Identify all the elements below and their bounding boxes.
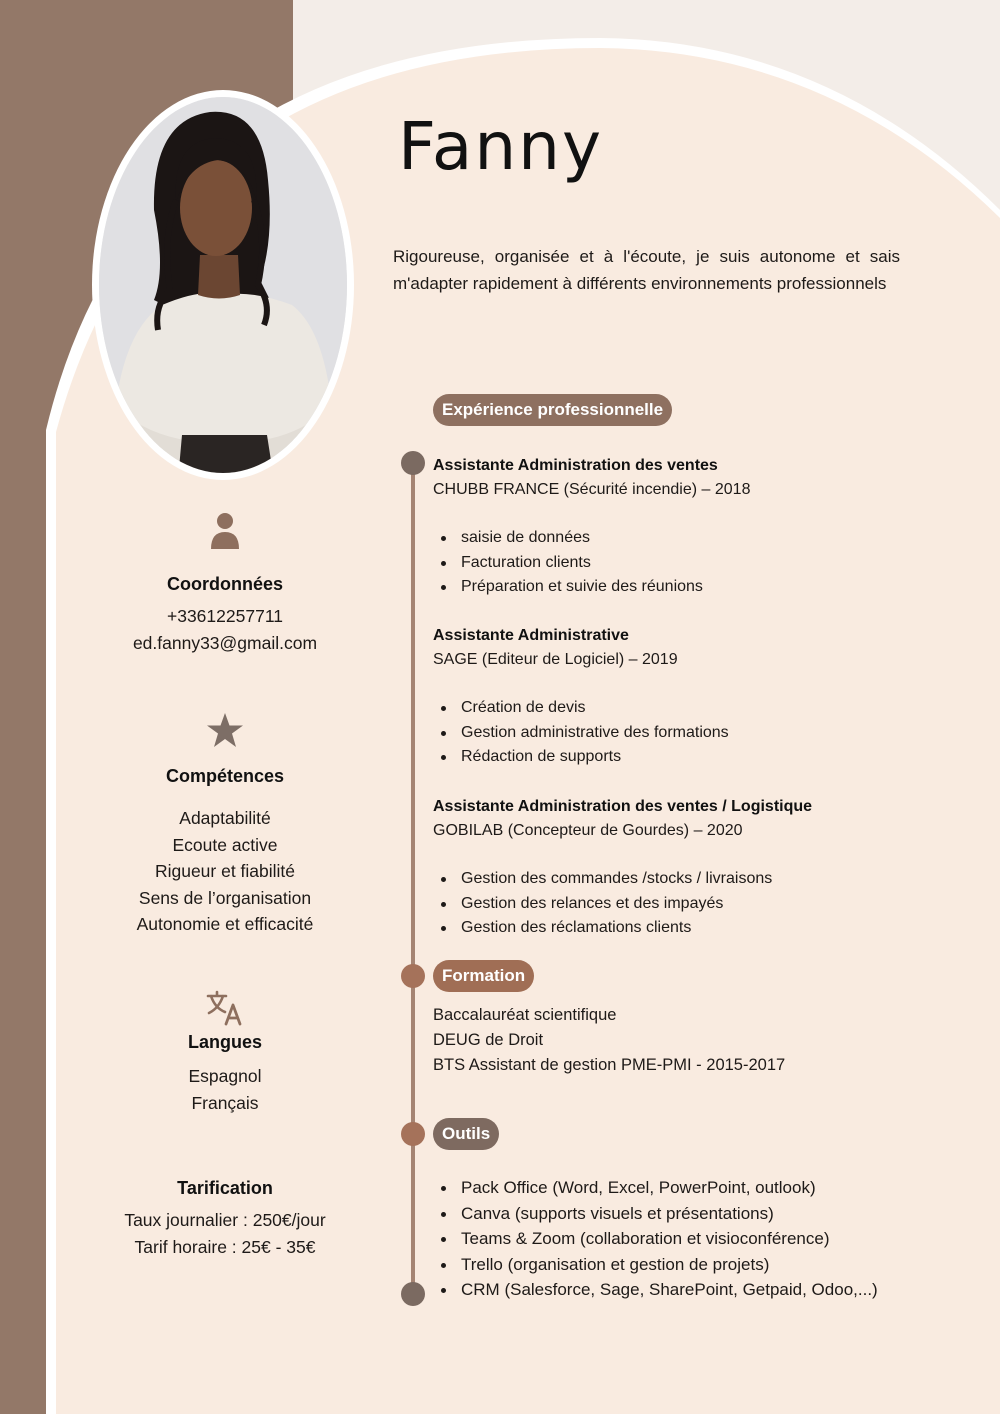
- education-item: BTS Assistant de gestion PME-PMI - 2015-2017: [433, 1056, 786, 1074]
- job-title: Assistante Administration des ventes / Logistique: [433, 798, 813, 815]
- person-icon: [210, 512, 240, 550]
- tool-item: Trello (organisation et gestion de projets): [433, 1252, 953, 1278]
- candidate-name: Fanny: [398, 108, 604, 185]
- skills-title: Compétences: [165, 766, 285, 786]
- contact-section: [60, 512, 390, 656]
- job-task: Création de devis: [433, 696, 933, 721]
- job-task: Rédaction de supports: [433, 745, 933, 770]
- education-list: [433, 1003, 933, 1078]
- job-task-list: [433, 867, 933, 941]
- job-task-list: [433, 696, 933, 770]
- pricing-title: Tarification: [177, 1178, 273, 1198]
- job-company: GOBILAB (Concepteur de Gourdes) – 2020: [433, 822, 743, 839]
- tool-item: Pack Office (Word, Excel, PowerPoint, outlook): [433, 1175, 953, 1201]
- job-task: saisie de données: [433, 526, 933, 551]
- job-entry: [433, 795, 933, 941]
- job-task: Préparation et suivie des réunions: [433, 575, 933, 600]
- job-entry: [433, 624, 933, 770]
- job-title: Assistante Administration des ventes: [433, 457, 718, 474]
- timeline-dot: [401, 964, 425, 988]
- contact-title: Coordonnées: [166, 574, 283, 594]
- job-task-list: [433, 526, 933, 600]
- contact-phone: +33612257711: [167, 606, 283, 626]
- skill-item: Sens de l’organisation: [138, 887, 312, 908]
- languages-title: Langues: [187, 1032, 262, 1052]
- timeline-line: [411, 462, 415, 1294]
- translate-icon: [206, 990, 244, 1026]
- profile-photo: [92, 90, 354, 480]
- education-item: DEUG de Droit: [433, 1031, 544, 1049]
- job-company: CHUBB FRANCE (Sécurité incendie) – 2018: [433, 481, 751, 498]
- tools-list: [433, 1175, 953, 1303]
- skills-section: [60, 712, 390, 938]
- tool-item: Teams & Zoom (collaboration et visioconférence): [433, 1226, 953, 1252]
- skill-item: Ecoute active: [172, 834, 278, 855]
- timeline-dot: [401, 1282, 425, 1306]
- experience-heading: Expérience professionnelle: [433, 394, 672, 426]
- job-task: Gestion des relances et des impayés: [433, 892, 933, 917]
- skill-item: Autonomie et efficacité: [136, 914, 314, 934]
- job-task: Gestion des réclamations clients: [433, 916, 933, 941]
- job-task: Gestion administrative des formations: [433, 721, 933, 746]
- job-task: Facturation clients: [433, 551, 933, 576]
- education-item: Baccalauréat scientifique: [433, 1006, 617, 1024]
- language-item: Français: [191, 1092, 259, 1113]
- job-title: Assistante Administrative: [433, 627, 629, 644]
- tools-section: [433, 1175, 953, 1303]
- profile-summary: Rigoureuse, organisée et à l'écoute, je suis autonome et sais m'adapter rapidement à différents environnements professionnels: [393, 247, 900, 293]
- tool-item: CRM (Salesforce, Sage, SharePoint, Getpaid, Odoo,...): [433, 1277, 953, 1303]
- job-company: SAGE (Editeur de Logiciel) – 2019: [433, 651, 678, 668]
- languages-section: [60, 990, 390, 1116]
- pricing-daily: Taux journalier : 250€/jour: [124, 1210, 326, 1230]
- pricing-hourly: Tarif horaire : 25€ - 35€: [134, 1236, 316, 1257]
- timeline-dot: [401, 1122, 425, 1146]
- star-icon: [206, 712, 244, 748]
- language-item: Espagnol: [188, 1066, 262, 1086]
- timeline-dot: [401, 451, 425, 475]
- job-entry: [433, 454, 933, 600]
- skill-item: Rigueur et fiabilité: [154, 861, 296, 881]
- pricing-section: [60, 1178, 390, 1260]
- education-heading: Formation: [433, 960, 534, 992]
- skill-item: Adaptabilité: [179, 808, 271, 828]
- tools-heading: Outils: [433, 1118, 499, 1150]
- job-task: Gestion des commandes /stocks / livraisons: [433, 867, 933, 892]
- tool-item: Canva (supports visuels et présentations): [433, 1201, 953, 1227]
- contact-email: ed.fanny33@gmail.com: [132, 632, 318, 653]
